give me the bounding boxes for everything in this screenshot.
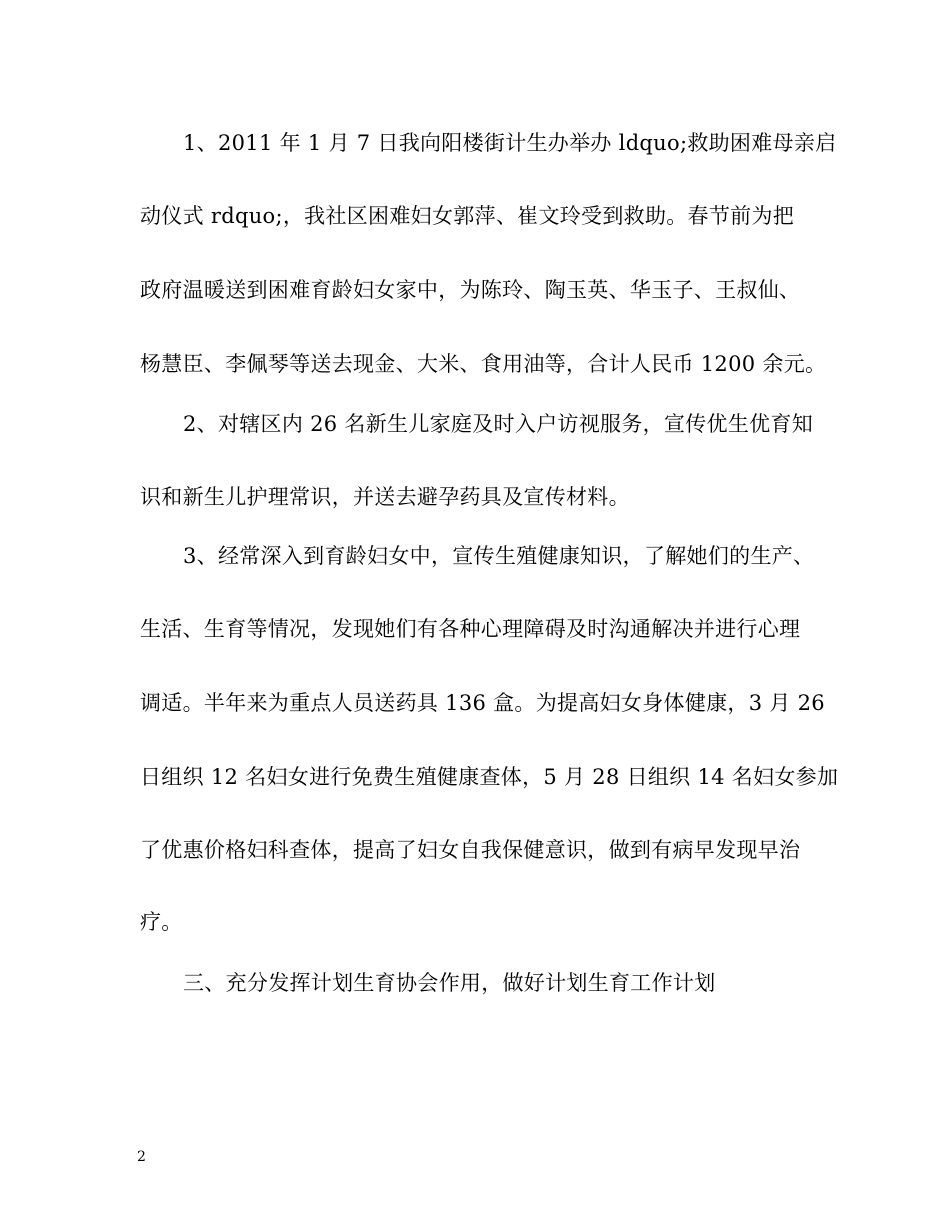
paragraph-1-line-3: 政府温暖送到困难育龄妇女家中，为陈玲、陶玉英、华玉子、王叔仙、 [140, 278, 801, 302]
paragraph-3-line-2: 生活、生育等情况，发现她们有各种心理障碍及时沟通解决并进行心理 [140, 617, 801, 641]
paragraph-3-line-3: 调适。半年来为重点人员送药具 136 盒。为提高妇女身体健康，3 月 26 [140, 691, 825, 715]
section-heading: 三、充分发挥计划生育协会作用，做好计划生育工作计划 [183, 971, 716, 995]
paragraph-2-line-2: 识和新生儿护理常识，并送去避孕药具及宣传材料。 [140, 485, 630, 509]
paragraph-1-line-4: 杨慧臣、李佩琴等送去现金、大米、食用油等，合计人民币 1200 余元。 [140, 352, 827, 376]
paragraph-3-line-6: 疗。 [140, 910, 183, 934]
paragraph-2-line-1: 2、对辖区内 26 名新生儿家庭及时入户访视服务，宣传优生优育知 [183, 412, 814, 436]
page-number: 2 [137, 1149, 146, 1165]
paragraph-1-line-1: 1、2011 年 1 月 7 日我向阳楼街计生办举办 ldquo;救助困难母亲启 [183, 131, 837, 155]
paragraph-3-line-5: 了优惠价格妇科查体，提高了妇女自我保健意识，做到有病早发现早治 [140, 838, 801, 862]
paragraph-1-line-2: 动仪式 rdquo;，我社区困难妇女郭萍、崔文玲受到救助。春节前为把 [140, 204, 795, 228]
paragraph-3-line-4: 日组织 12 名妇女进行免费生殖健康查体，5 月 28 日组织 14 名妇女参加 [140, 765, 839, 789]
paragraph-3-line-1: 3、经常深入到育龄妇女中，宣传生殖健康知识，了解她们的生产、 [183, 544, 815, 568]
